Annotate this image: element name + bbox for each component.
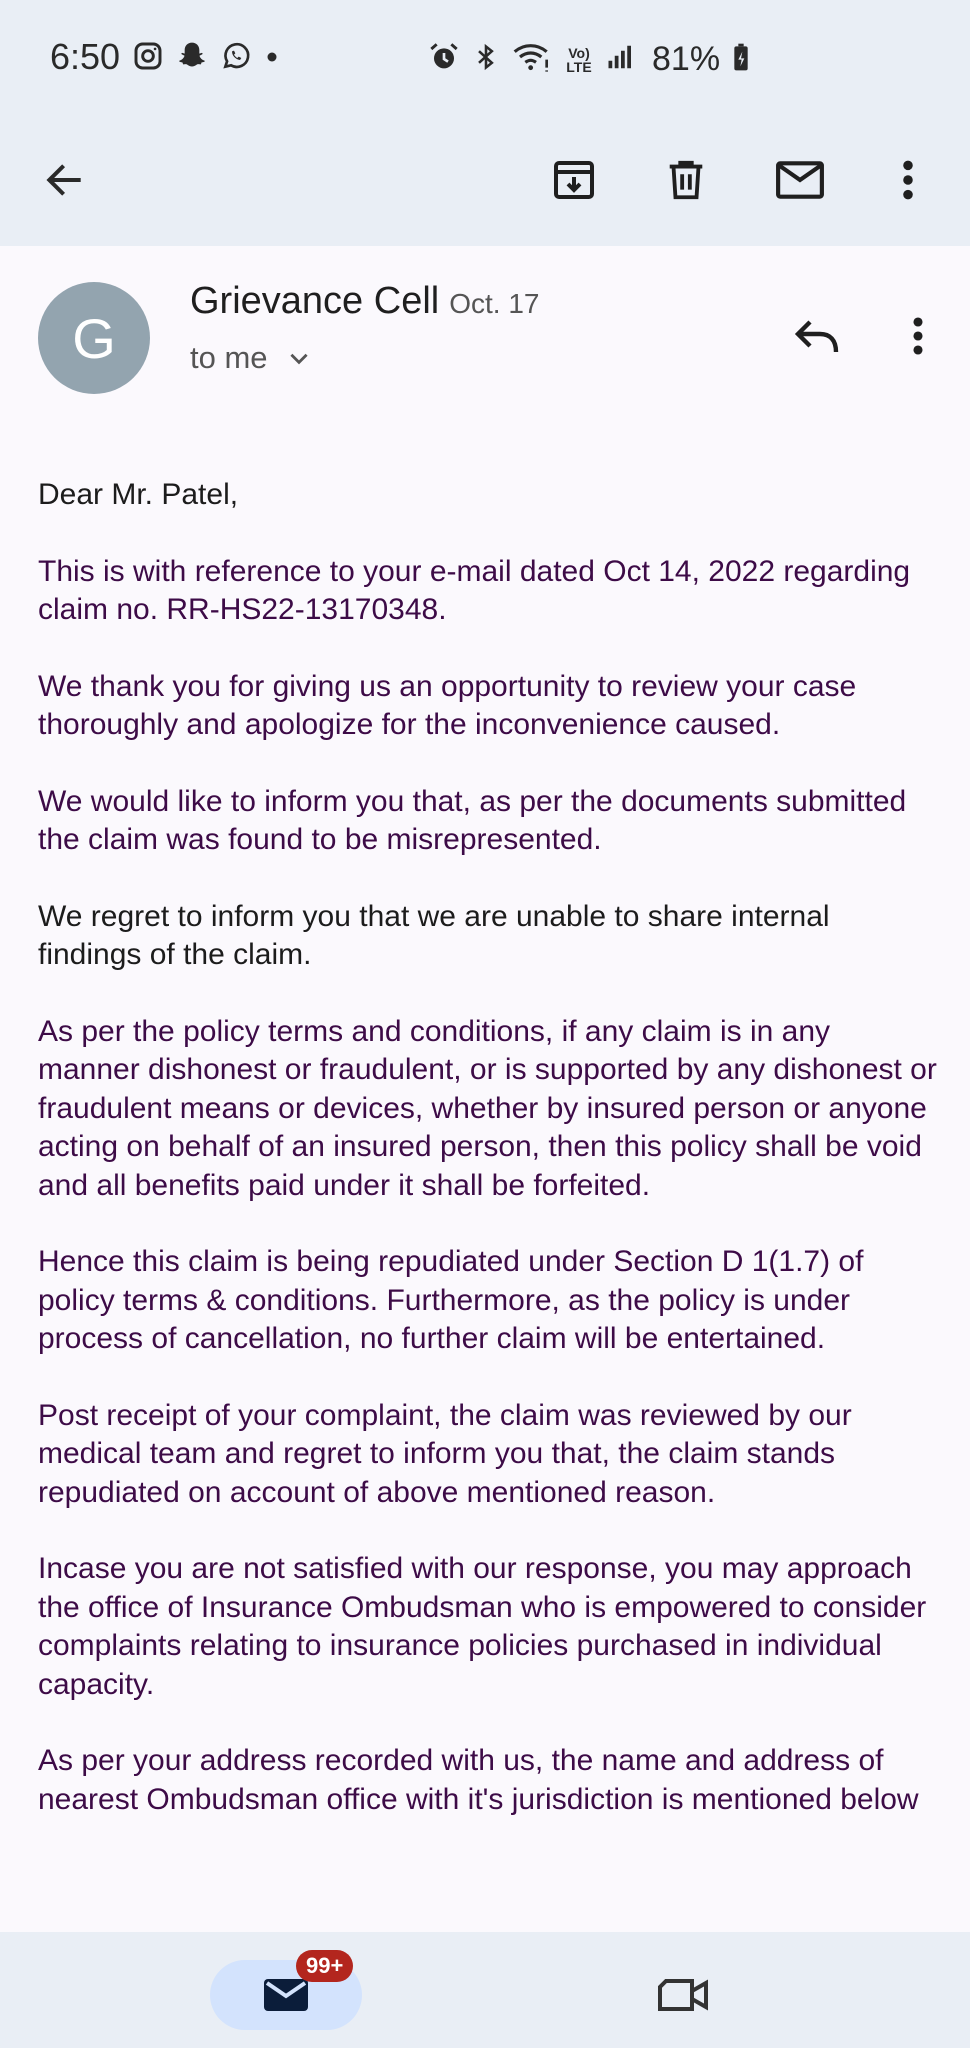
alarm-icon	[428, 41, 460, 78]
reply-button[interactable]	[786, 304, 850, 368]
body-paragraph: Dear Mr. Patel,	[38, 478, 239, 511]
sender-name: Grievance Cell	[190, 280, 440, 322]
delete-button[interactable]	[650, 144, 722, 216]
archive-icon	[550, 156, 598, 204]
meet-tab[interactable]	[648, 1960, 720, 2030]
more-vert-icon	[909, 315, 927, 357]
body-paragraph: This is with reference to your e-mail dated Oct 14, 2022 regarding claim no. RR-HS22-13170348.	[38, 554, 911, 626]
message-date: Oct. 17	[449, 288, 540, 319]
whatsapp-icon	[220, 40, 252, 77]
video-camera-icon	[658, 1974, 710, 2016]
reply-icon	[794, 316, 842, 356]
bottom-navigation	[0, 1932, 970, 2048]
mail-icon	[775, 158, 825, 202]
body-paragraph: Post receipt of your complaint, the claim was reviewed by our medical team and regret to inform you that, the claim stands repudiated on account of above mentioned reason.	[38, 1398, 852, 1509]
recipient-toggle[interactable]	[190, 340, 312, 376]
more-options-button[interactable]	[872, 144, 944, 216]
status-time: 6:50	[50, 36, 121, 77]
body-paragraph: We regret to inform you that we are unable to share internal findings of the claim.	[38, 899, 830, 971]
arrow-left-icon	[42, 158, 86, 202]
top-app-bar	[0, 116, 970, 246]
status-bar	[0, 0, 970, 116]
battery-charging-icon	[732, 41, 750, 78]
unread-badge: 99+	[296, 1950, 353, 1982]
body-paragraph: As per the policy terms and conditions, if any claim is in any manner dishonest or fraudulent, or is supported by any dishonest or fraudulent means or devices, whether by insured person or anyone acting on behalf of an insured person, then this policy shall be void and all benefits paid under it shall be forfeited.	[38, 1014, 937, 1202]
message-more-button[interactable]	[886, 304, 950, 368]
sender-info	[190, 280, 539, 323]
chevron-down-icon	[286, 345, 312, 371]
trash-icon	[663, 156, 709, 204]
message-header	[0, 246, 970, 416]
more-vert-icon	[898, 158, 918, 202]
mark-unread-button[interactable]	[764, 144, 836, 216]
message-body	[38, 476, 938, 1926]
body-paragraph: We thank you for giving us an opportunity to review your case thoroughly and apologize for the inconvenience caused.	[38, 669, 857, 741]
bluetooth-icon	[472, 41, 500, 78]
avatar[interactable]: G	[38, 282, 150, 394]
battery-percentage: 81%	[652, 40, 721, 78]
volte-icon: Vo) LTE	[566, 44, 592, 75]
archive-button[interactable]	[538, 144, 610, 216]
signal-icon	[606, 41, 636, 78]
snapchat-icon	[176, 40, 208, 77]
recipient-label: to me	[190, 340, 268, 375]
dot-icon	[264, 40, 280, 77]
mail-icon	[262, 1975, 310, 2015]
wifi-icon	[512, 41, 552, 78]
status-right-icons	[428, 40, 750, 79]
instagram-icon	[132, 40, 164, 77]
back-button[interactable]	[28, 144, 100, 216]
status-left-icons	[132, 40, 280, 77]
body-paragraph: As per your address recorded with us, the name and address of nearest Ombudsman office with it's jurisdiction is mentioned below	[38, 1744, 919, 1816]
body-paragraph: Hence this claim is being repudiated under Section D 1(1.7) of policy terms & conditions. Furthermore, as the policy is under process of cancellation, no further claim will be entertained.	[38, 1245, 864, 1355]
body-paragraph: Incase you are not satisfied with our response, you may approach the office of Insurance Ombudsman who is empowered to consider complaints relating to insurance policies purchased in individual capacity.	[38, 1552, 927, 1701]
body-paragraph: We would like to inform you that, as per the documents submitted the claim was found to be misrepresented.	[38, 784, 907, 856]
